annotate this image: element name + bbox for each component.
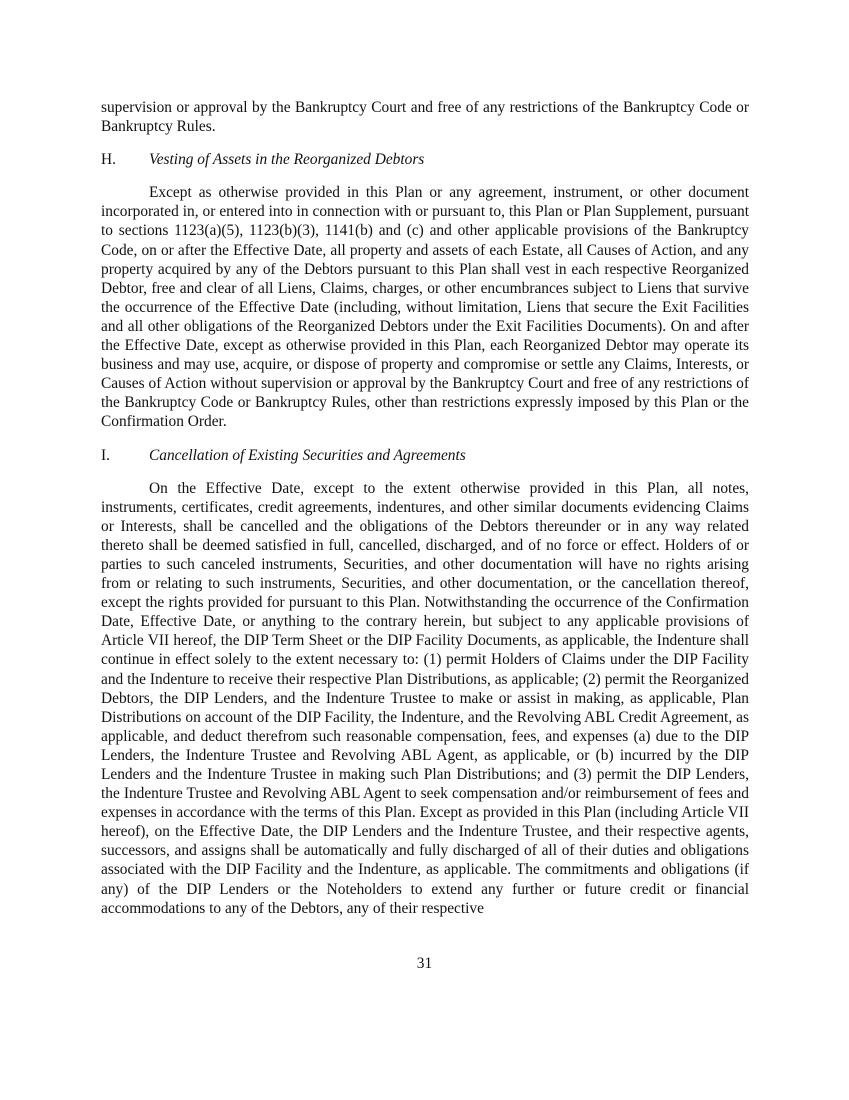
section-h-title: Vesting of Assets in the Reorganized Debtors	[149, 151, 425, 169]
section-h-letter: H.	[101, 151, 116, 169]
section-i-heading	[101, 446, 749, 465]
section-i-letter: I.	[101, 446, 110, 464]
section-i-title: Cancellation of Existing Securities and Agreements	[149, 446, 466, 464]
section-h-heading	[101, 150, 749, 169]
section-h-body: Except as otherwise provided in this Plan or any agreement, instrument, or other document incorporated in, or entered into in connection with or pursuant to, this Plan or Plan Supplement, pursuant to sections 1123(a)(5), 1123(b)(3), 1141(b) and (c) and other applicable provisions of the Bankruptcy Code, on or after the Effective Date, all property and assets of each Estate, all Causes of Action, and any property acquired by any of the Debtors pursuant to this Plan shall vest in each respective Reorganized Debtor, free and clear of all Liens, Claims, charges, or other encumbrances subject to Liens that survive the occurrence of the Effective Date (including, without limitation, Liens that secure the Exit Facilities and all other obligations of the Reorganized Debtors under the Exit Facilities Documents). On and after the Effective Date, except as otherwise provided in this Plan, each Reorganized Debtor may operate its business and may use, acquire, or dispose of property and compromise or settle any Claims, Interests, or Causes of Action without supervision or approval by the Bankruptcy Court and free of any restrictions of the Bankruptcy Code or Bankruptcy Rules, other than restrictions expressly imposed by this Plan or the Confirmation Order.	[101, 184, 749, 431]
document-page	[101, 98, 749, 918]
section-i-body: On the Effective Date, except to the extent otherwise provided in this Plan, all notes, instruments, certificates, credit agreements, indentures, and other similar documents evidencing Claims or Interests, shall be cancelled and the obligations of the Debtors thereunder or in any way related thereto shall be deemed satisfied in full, cancelled, discharged, and of no force or effect. Holders of or parties to such canceled instruments, Securities, and other documentation will have no rights arising from or relating to such instruments, Securities, and other documentation, or the cancellation thereof, except the rights provided for pursuant to this Plan. Notwithstanding the occurrence of the Confirmation Date, Effective Date, or anything to the contrary herein, but subject to any applicable provisions of Article VII hereof, the DIP Term Sheet or the DIP Facility Documents, as applicable, the Indenture shall continue in effect solely to the extent necessary to: (1) permit Holders of Claims under the DIP Facility and the Indenture to receive their respective Plan Distributions, as applicable; (2) permit the Reorganized Debtors, the DIP Lenders, and the Indenture Trustee to make or assist in making, as applicable, Plan Distributions on account of the DIP Facility, the Indenture, and the Revolving ABL Credit Agreement, as applicable, and deduct therefrom such reasonable compensation, fees, and expenses (a) due to the DIP Lenders, the Indenture Trustee and Revolving ABL Agent, as applicable, or (b) incurred by the DIP Lenders and the Indenture Trustee in making such Plan Distributions; and (3) permit the DIP Lenders, the Indenture Trustee and Revolving ABL Agent to seek compensation and/or reimbursement of fees and expenses in accordance with the terms of this Plan. Except as provided in this Plan (including Article VII hereof), on the Effective Date, the DIP Lenders and the Indenture Trustee, and their respective agents, successors, and assigns shall be automatically and fully discharged of all of their duties and obligations associated with the DIP Facility and the Indenture, as applicable. The commitments and obligations (if any) of the DIP Lenders or the Noteholders to extend any further or future credit or financial accommodations to any of the Debtors, any of their respective	[101, 479, 749, 917]
intro-paragraph: supervision or approval by the Bankruptcy Court and free of any restrictions of the Bankruptcy Code or Bankruptcy Rules.	[101, 99, 749, 136]
page-number: 31	[416, 955, 433, 972]
